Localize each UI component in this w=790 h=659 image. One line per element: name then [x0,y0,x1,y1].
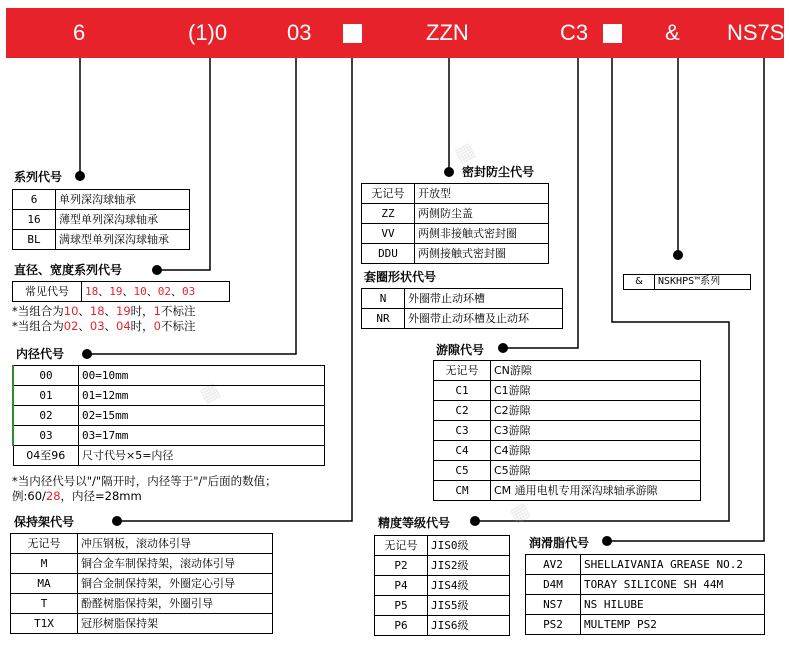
table-cell: 03=17mm [79,426,325,446]
table-cell: & [624,275,655,290]
table-row [362,204,549,224]
table-row [13,446,325,466]
dim-series-note-2 [12,319,196,334]
watermark-logo: ▦ [195,376,224,408]
table-cell: JIS5级 [428,596,510,616]
banner-code-dimension: (1)0 [188,20,228,45]
table-row [375,596,510,616]
banner-code-seal: ZZN [426,20,469,45]
note-text: 03 [89,319,105,333]
note-text: 1 [153,304,161,318]
nskhps-table [623,274,751,290]
table-row [434,461,701,481]
note-text: *当组合为 [12,319,64,333]
banner-code-hps: & [665,20,680,45]
table-cell: C2 [434,401,491,421]
note-text: 不标注 [161,319,196,333]
note-text: 时， [130,304,154,318]
table-cell: NR [362,309,405,329]
seal-table [361,183,549,264]
bore-note-1: *当内径代号以"/"隔开时，内径等于"/"后面的数值； [12,474,277,488]
note-text: 19 [116,304,131,318]
table-cell: 无记号 [11,534,78,554]
note-text: 0 [153,319,161,333]
code-text: 19 [109,284,123,298]
note-text: 04 [116,319,131,333]
table-cell: C1 [434,381,491,401]
note-text: 不标注 [161,304,196,318]
dim-series-title: 直径、宽度系列代号 [14,263,123,277]
table-cell: D4M [526,575,581,595]
note-text: *当组合为 [12,304,64,318]
bore-title: 内径代号 [16,347,65,361]
table-row [434,421,701,441]
table-cell: CN游隙 [491,361,701,381]
table-cell: C4 [434,441,491,461]
table-row [526,575,765,595]
table-cell: P5 [375,596,428,616]
bore-table [12,365,325,466]
table-row [362,309,563,329]
series-title: 系列代号 [14,170,63,184]
note-text: 、 [104,304,117,318]
code-text: 、 [146,284,158,298]
table-row [11,614,273,634]
series-table [12,189,190,250]
table-row [13,406,325,426]
note-text: 、 [104,319,117,333]
table-cell: CM 通用电机专用深沟球轴承游隙 [491,481,701,501]
table-cell: AV2 [526,555,581,575]
table-cell: C4游隙 [491,441,701,461]
table-cell: NS7 [526,595,581,615]
note-text: 28 [45,489,61,503]
note-text: 、 [78,319,90,333]
table-cell: 外圈带止动环槽 [405,289,563,309]
table-cell: 04至96 [13,446,79,466]
banner-code-clearance: C3 [560,20,589,45]
table-cell: JIS6级 [428,616,510,636]
table-cell: 铜合金车制保持架，滚动体引导 [78,554,273,574]
table-cell: 冠形树脂保持架 [78,614,273,634]
table-cell: 薄型单列深沟球轴承 [56,210,190,230]
table-cell: P6 [375,616,428,636]
banner-code-grease: NS7S [727,20,785,45]
table-row [526,595,765,615]
code-text: 18 [85,284,99,298]
table-row [13,426,325,446]
table-cell: CM [434,481,491,501]
table-cell: 00 [13,366,79,386]
table-row [13,210,190,230]
note-text: 18 [89,304,105,318]
table-cell: 02=15mm [79,406,325,426]
grease-table [525,554,765,635]
table-cell: 00=10mm [79,366,325,386]
table-cell: 单列深沟球轴承 [56,190,190,210]
note-text: 例:60/ [12,489,46,503]
table-cell: 6 [13,190,56,210]
dim-series-table [12,281,230,302]
table-cell: 铜合金制保持架，外圈定心引导 [78,574,273,594]
code-text: 、 [122,284,134,298]
table-cell: 两侧防尘盖 [415,204,549,224]
table-cell: P2 [375,556,428,576]
table-row [624,275,751,290]
code-text: 、 [98,284,110,298]
table-row [362,224,549,244]
table-cell: PS2 [526,615,581,635]
table-row [526,555,765,575]
table-cell: 外圈带止动环槽及止动环 [405,309,563,329]
ring-table [361,288,563,329]
table-cell: NSKHPS™系列 [655,275,751,290]
table-row [13,386,325,406]
table-cell: T1X [11,614,78,634]
bore-note-2 [12,489,142,504]
table-cell: ZZ [362,204,415,224]
ring-title: 套圈形状代号 [364,270,437,284]
table-cell: C3游隙 [491,421,701,441]
table-cell: 酚醛树脂保持架，外圈引导 [78,594,273,614]
table-cell: NS HILUBE [581,595,765,615]
table-row [434,481,701,501]
table-cell: 无记号 [362,184,415,204]
code-text: 10 [133,284,147,298]
table-cell: 16 [13,210,56,230]
table-row [13,190,190,210]
table-cell: C1游隙 [491,381,701,401]
table-cell: TORAY SILICONE SH 44M [581,575,765,595]
table-cell: SHELLAIVANIA GREASE NO.2 [581,555,765,575]
note-text: 时， [130,319,154,333]
table-cell: MULTEMP PS2 [581,615,765,635]
code-text: 02 [157,284,171,298]
watermark-logo: ▦ [505,496,534,528]
table-row [434,381,701,401]
table-row [11,534,273,554]
table-cell: 03 [13,426,79,446]
table-row [13,282,230,302]
clearance-title: 游隙代号 [436,343,485,357]
table-row [13,366,325,386]
dim-series-codes [82,282,230,302]
banner-code-series: 6 [73,20,86,45]
table-cell: T [11,594,78,614]
cage-table [10,533,273,634]
table-cell: JIS0级 [428,536,510,556]
table-cell: JIS4级 [428,576,510,596]
precision-title: 精度等级代号 [378,516,451,530]
note-text: 02 [63,319,79,333]
clearance-table [433,360,701,501]
table-cell: VV [362,224,415,244]
table-cell: M [11,554,78,574]
table-cell: N [362,289,405,309]
table-cell: 尺寸代号×5=内径 [79,446,325,466]
table-row [434,401,701,421]
table-cell: C2游隙 [491,401,701,421]
code-text: 03 [182,284,196,298]
table-row [434,441,701,461]
table-cell: C5游隙 [491,461,701,481]
table-cell: BL [13,230,56,250]
dim-series-label: 常见代号 [13,282,82,302]
precision-table [374,535,510,636]
table-cell: 02 [13,406,79,426]
table-cell: 两侧接触式密封圈 [415,244,549,264]
code-text: 、 [171,284,182,298]
table-cell: DDU [362,244,415,264]
table-row [526,615,765,635]
watermark-logo: ▦ [450,136,479,168]
note-text: 、 [78,304,90,318]
table-row [375,576,510,596]
table-row [11,594,273,614]
table-row [11,574,273,594]
table-row [362,289,563,309]
table-row [362,244,549,264]
table-cell: 01 [13,386,79,406]
table-cell: C5 [434,461,491,481]
table-row [375,536,510,556]
table-cell: 两侧非接触式密封圈 [415,224,549,244]
table-cell: 冲压钢板，滚动体引导 [78,534,273,554]
table-cell: 无记号 [375,536,428,556]
table-cell: 无记号 [434,361,491,381]
table-row [362,184,549,204]
table-row [434,361,701,381]
table-cell: P4 [375,576,428,596]
grease-title: 润滑脂代号 [529,536,590,550]
table-row [375,616,510,636]
note-text: ，内径=28mm [60,489,142,503]
table-row [375,556,510,576]
table-row [11,554,273,574]
table-row [13,230,190,250]
table-cell: 满球型单列深沟球轴承 [56,230,190,250]
note-text: 10 [63,304,79,318]
table-cell: 开放型 [415,184,549,204]
dim-series-note-1 [12,304,196,319]
cage-title: 保持架代号 [14,515,75,529]
table-cell: 01=12mm [79,386,325,406]
table-cell: C3 [434,421,491,441]
table-cell: JIS2级 [428,556,510,576]
table-cell: MA [11,574,78,594]
seal-title: 密封防尘代号 [462,165,535,179]
banner-code-bore: 03 [287,20,312,45]
